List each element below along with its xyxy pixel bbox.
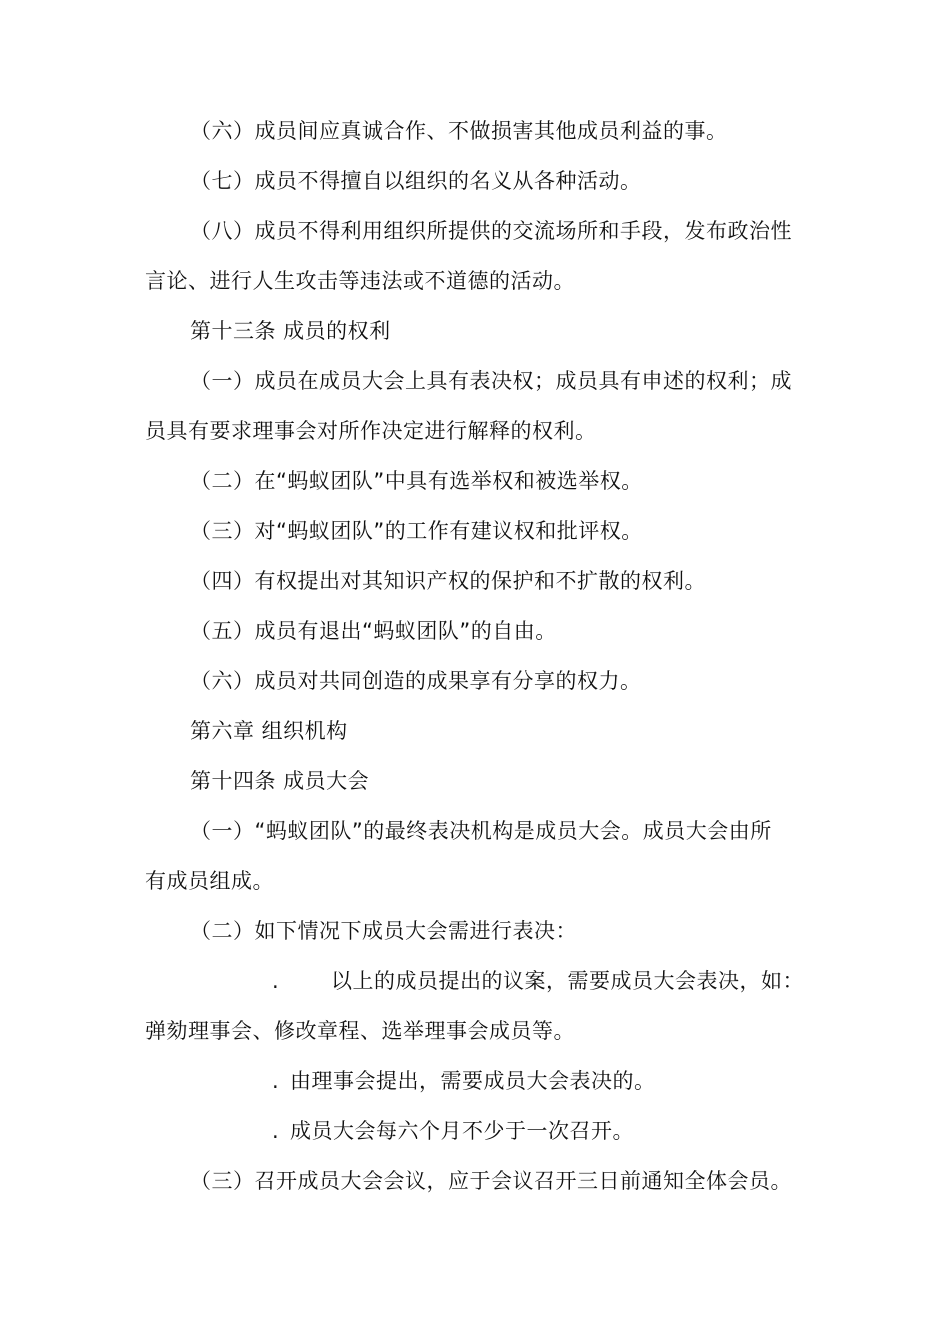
right-2: （二）在“蚂蚁团队”中具有选举权和被选举权。 (190, 469, 643, 493)
right-3: （三）对“蚂蚁团队”的工作有建议权和批评权。 (190, 519, 643, 543)
bullet-dot: . (272, 1069, 280, 1093)
right-5: （五）成员有退出“蚂蚁团队”的自由。 (190, 619, 557, 643)
bullet-item-2-text: 由理事会提出，需要成员大会表决的。 (290, 1069, 656, 1093)
bullet-item-2 (272, 1066, 656, 1096)
assembly-3: （三）召开成员大会会议，应于会议召开三日前通知全体会员。 (190, 1169, 792, 1193)
right-6: （六）成员对共同创造的成果享有分享的权力。 (190, 669, 642, 693)
article-14-heading: 第十四条 成员大会 (190, 769, 370, 793)
clause-6-cooperation: （六）成员间应真诚合作、不做损害其他成员利益的事。 (190, 119, 728, 143)
right-1-line1: （一）成员在成员大会上具有表决权；成员具有申述的权利；成 (190, 369, 792, 393)
assembly-1-line2: 有成员组成。 (145, 869, 274, 893)
bullet-dot: . (272, 969, 280, 993)
clause-8-line1: （八）成员不得利用组织所提供的交流场所和手段，发布政治性 (190, 219, 792, 243)
chapter-6-heading: 第六章 组织机构 (190, 719, 348, 743)
article-13-heading: 第十三条 成员的权利 (190, 319, 391, 343)
clause-8-line2: 言论、进行人生攻击等违法或不道德的活动。 (145, 269, 575, 293)
assembly-1-line1: （一）“蚂蚁团队”的最终表决机构是成员大会。成员大会由所 (190, 819, 772, 843)
bullet-item-1-continuation: 弹劾理事会、修改章程、选举理事会成员等。 (145, 1019, 575, 1043)
bullet-item-3 (272, 1116, 634, 1146)
bullet-dot: . (272, 1119, 280, 1143)
clause-7-activities: （七）成员不得擅自以组织的名义从各种活动。 (190, 169, 642, 193)
right-4: （四）有权提出对其知识产权的保护和不扩散的权利。 (190, 569, 706, 593)
bullet-item-1 (272, 966, 290, 996)
bullet-item-1-text: 以上的成员提出的议案，需要成员大会表决，如： (331, 969, 804, 993)
bullet-item-3-text: 成员大会每六个月不少于一次召开。 (290, 1119, 634, 1143)
assembly-2: （二）如下情况下成员大会需进行表决： (190, 919, 577, 943)
right-1-line2: 员具有要求理事会对所作决定进行解释的权利。 (145, 419, 597, 443)
